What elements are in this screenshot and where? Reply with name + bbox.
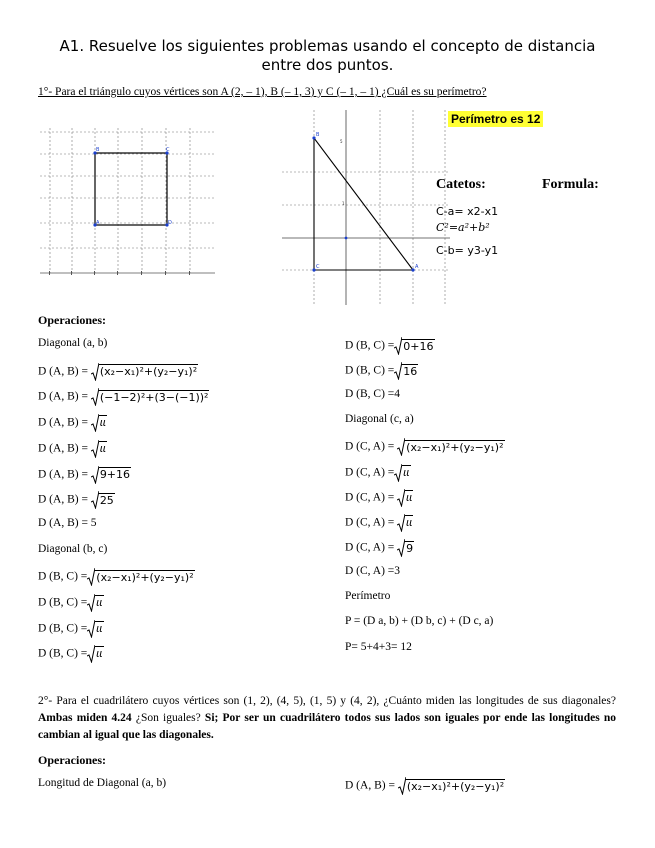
operation-line: Perímetro [345,590,391,602]
question-2-answer-2: Si; Por ser un cuadrilátero todos sus lados son iguales por ende las longitudes no cambian al igual que las diagonales. [38,712,617,741]
formula-lhs: D (C, A) = [345,466,395,479]
operation-line [345,464,411,482]
formula-cb: C-b= y3-y1 [436,244,499,257]
q2-diagonal-label: Longitud de Diagonal (a, b) [38,777,167,789]
operation-line [38,466,131,484]
formula-radicand: 16 [403,364,418,378]
operation-line [38,594,104,612]
formula-lhs: D (A, B) = [38,391,91,404]
operation-line: P= 5+4+3= 12 [345,640,412,653]
formula-radicand: 𝜄𝜄 [99,416,107,430]
sqrt-symbol [91,491,99,509]
formula-radicand: 𝜄𝜄 [96,647,103,661]
page-title: A1. Resuelve los siguientes problemas usando el concepto de distancia entre dos puntos. [59,37,596,74]
formula-radicand: 9+16 [99,468,131,481]
square-label-b: B [96,147,100,153]
operations-title-2: Operaciones: [38,753,106,767]
sqrt-symbol [91,388,99,406]
square-label-d: D [168,220,172,226]
formula-radicand: 𝜄𝜄 [403,465,410,479]
formula-radicand: (x₂−x₁)²+(y₂−y₁)² [406,440,504,454]
operation-line [38,388,209,406]
sqrt-symbol [397,489,405,507]
square-label-a: A [96,220,100,226]
formula-lhs: D (B, C) = [38,570,88,583]
operation-line: P = (D a, b) + (D b, c) + (D c, a) [345,615,494,628]
formula-radicand: 𝜄𝜄 [406,490,413,504]
operation-line [345,539,414,557]
formula-label: Formula: [542,177,599,192]
triangle-label-c: C [316,264,320,270]
triangle-label-b: B [316,132,320,138]
operation-line: Diagonal (b, c) [38,542,108,555]
operation-line [38,645,104,663]
formula-ca: C-a= x2-x1 [436,205,499,218]
formula-radicand: (x₂−x₁)²+(y₂−y₁)² [99,365,198,379]
triangle-graph [282,110,450,305]
operation-line: D (C, A) =3 [345,564,401,577]
formula-lhs: D (C, A) = [345,516,398,529]
formula-lhs: D (A, B) = [38,416,91,429]
operation-line [38,491,115,509]
question-2-answer-1: Ambas miden 4.24 [38,712,132,724]
operation-line [345,514,413,532]
formula-radicand: 9 [406,541,414,555]
triangle-label-a: A [415,264,419,270]
sqrt-symbol [91,466,99,484]
formula-lhs: D (C, A) = [345,491,398,504]
formula-lhs: D (C, A) = [345,440,398,453]
formula-lhs: D (A, B) = [38,493,91,506]
formula-radicand: 25 [99,493,114,507]
sqrt-symbol [397,438,405,456]
operation-line: D (B, C) =4 [345,387,401,400]
formula-lhs: D (B, C) = [38,596,88,609]
formula-radicand: 𝜄𝜄 [96,596,103,609]
question-2-mid: ¿Son iguales? [135,712,201,724]
operation-line [38,414,107,432]
question-2 [38,693,616,744]
catetos-label: Catetos: [436,177,486,192]
q2-formula [345,777,505,795]
formula-lhs: D (A, B) = [38,468,91,481]
square-graph [40,128,215,278]
operation-line [345,362,418,380]
sqrt-symbol [91,414,99,432]
operation-line [38,440,107,458]
formula-radicand: 𝜄𝜄 [99,441,107,455]
formula-radicand: 0+16 [403,339,434,353]
formula-pythagoras: C²=a²+b² [436,221,490,234]
formula-lhs: D (A, B) = [38,365,91,378]
formula-lhs: D (B, C) = [345,364,395,377]
operations-title-1: Operaciones: [38,313,106,327]
sqrt-symbol [397,539,405,557]
question-2-intro: 2°- Para el cuadrilátero cuyos vértices son (1, 2), (4, 5), (1, 5) y (4, 2), ¿Cuánto miden las longitudes de sus diagonales? [38,695,616,707]
operation-line [38,568,195,586]
q2-formula-lhs: D (A, B) = [345,779,398,792]
q2-formula-radicand: (x₂−x₁)²+(y₂−y₁)² [406,779,505,793]
operation-line: Diagonal (a, b) [38,337,108,349]
formula-radicand: 𝜄𝜄 [96,621,103,635]
sqrt-symbol [91,363,99,381]
triangle-tick-5: 5 [340,139,343,144]
operation-line [38,363,198,381]
operation-line: D (A, B) = 5 [38,516,97,529]
triangle-tick-1: 1 [342,201,345,206]
sqrt-symbol [91,440,99,458]
operation-line [345,438,505,456]
formula-radicand: 𝜄𝜄 [406,516,413,530]
operation-line [38,620,104,638]
operation-line [345,489,413,507]
formula-lhs: D (B, C) = [38,648,88,661]
operation-line: Diagonal (c, a) [345,412,414,425]
formula-lhs: D (A, B) = [38,442,91,455]
perimeter-badge: Perímetro es 12 [448,111,543,127]
sqrt-symbol [398,777,406,795]
square-label-c: C [166,147,170,153]
formula-radicand: (x₂−x₁)²+(y₂−y₁)² [96,570,194,584]
operation-line [345,337,435,355]
formula-lhs: D (C, A) = [345,542,398,555]
question-1: 1°- Para el triángulo cuyos vértices son A (2, – 1), B (– 1, 3) y C (– 1, – 1) ¿Cuál es su perímetro? [38,86,487,98]
formula-lhs: D (B, C) = [345,339,395,352]
formula-lhs: D (B, C) = [38,622,88,635]
formula-radicand: (−1−2)²+(3−(−1))² [99,390,209,404]
sqrt-symbol [397,514,405,532]
